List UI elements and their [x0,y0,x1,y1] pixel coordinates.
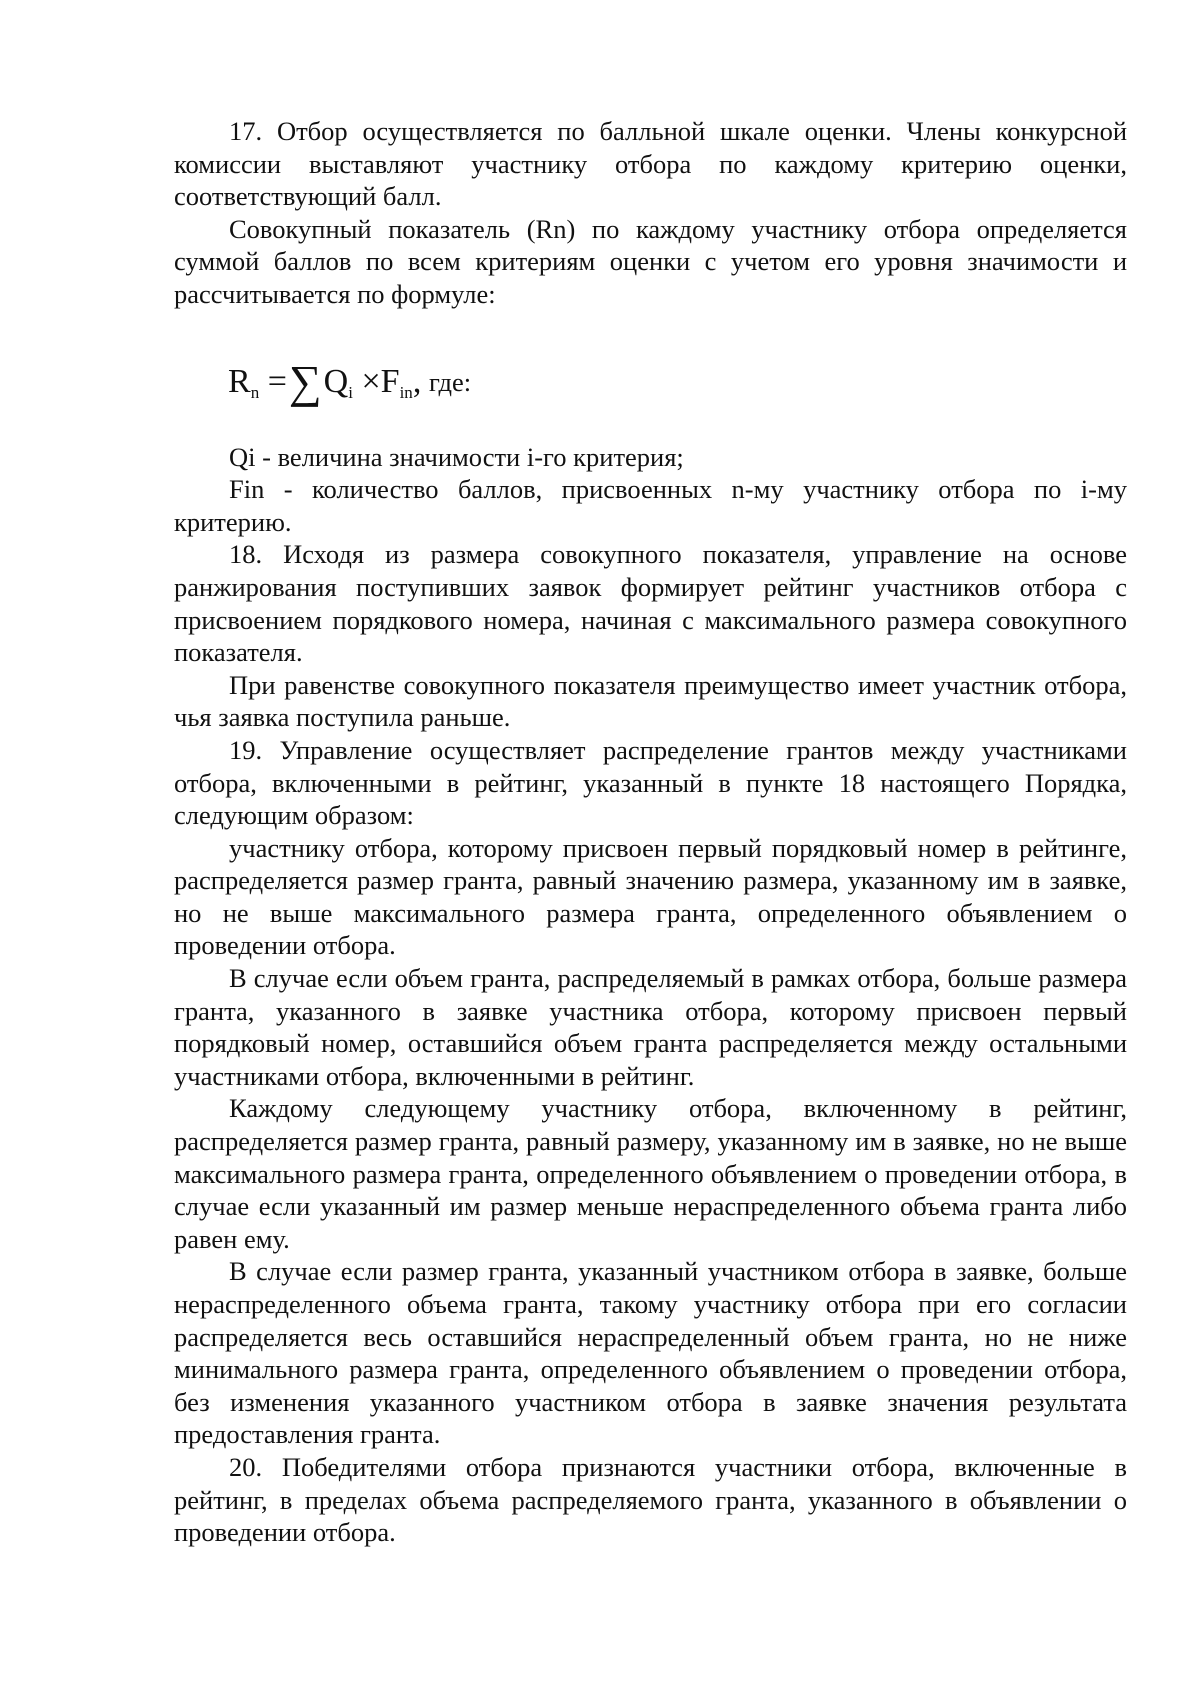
formula-r: R [228,362,251,400]
formula-q-subscript: i [348,382,353,402]
paragraph-equal-rank: При равенстве совокупного показателя преимущество имеет участник отбора, чья заявка поступила раньше. [174,669,1127,733]
paragraph-next-participant: Каждому следующему участнику отбора, включенному в рейтинг, распределяется размер гранта, равный размеру, указанному им в заявке, но не выше максимального размера гранта, определенного объявлением о проведении отбора, в случае если указанный им размер меньше нераспределенного объема гранта либо равен ему. [174,1093,1127,1254]
rating-formula [174,319,1127,431]
paragraph-rn-definition: Совокупный показатель (Rn) по каждому участнику отбора определяется суммой баллов по всем критериям оценки с учетом его уровня значимости и рассчитывается по формуле: [174,213,1127,309]
paragraph-17: 17. Отбор осуществляется по балльной шкале оценки. Члены конкурсной комиссии выставляют участнику отбора по каждому критерию оценки, соответствующий балл. [174,116,1127,212]
sum-symbol: ∑ [288,355,322,407]
formula-where: где: [429,366,472,397]
formula-comma: , [412,362,422,400]
formula-equals: = [267,362,287,400]
formula-q: Q [323,362,349,400]
paragraph-qi-definition: Qi - величина значимости i-го критерия; [229,441,684,472]
paragraph-larger-request: В случае если размер гранта, указанный участником отбора в заявке, больше нераспределенного объема гранта, такому участнику отбора при его согласии распределяется весь оставшийся нераспределенный объем гранта, но не ниже минимального размера гранта, определенного объявлением о проведении отбора, без изменения указанного участником отбора в заявке значения результата предоставления гранта. [174,1256,1127,1450]
formula-r-subscript: n [250,382,260,402]
formula-f-subscript: in [399,382,413,402]
paragraph-remaining-volume: В случае если объем гранта, распределяемый в рамках отбора, больше размера гранта, указанного в заявке участника отбора, которому присвоен первый порядковый номер, оставшийся объем гранта распределяется между остальными участниками отбора, включенными в рейтинг. [174,963,1127,1091]
paragraph-18: 18. Исходя из размера совокупного показателя, управление на основе ранжирования поступивших заявок формирует рейтинг участников отбора с присвоением порядкового номера, начиная с максимального размера совокупного показателя. [174,539,1127,668]
formula-expression [228,357,421,413]
paragraph-19: 19. Управление осуществляет распределение грантов между участниками отбора, включенными в рейтинг, указанный в пункте 18 настоящего Порядка, следующим образом: [174,734,1127,831]
formula-f: F [380,362,400,400]
paragraph-first-participant: участнику отбора, которому присвоен первый порядковый номер в рейтинге, распределяется размер гранта, равный значению размера, указанному им в заявке, но не выше максимального размера гранта, определенного объявлением о проведении отбора. [174,832,1127,961]
paragraph-20: 20. Победителями отбора признаются участники отбора, включенные в рейтинг, в пределах объема распределяемого гранта, указанного в объявлении о проведении отбора. [174,1451,1127,1548]
paragraph-fin-definition: Fin - количество баллов, присвоенных n-му участнику отбора по i-му критерию. [174,474,1127,537]
formula-times: × [361,362,381,400]
document-page [174,115,1127,1549]
